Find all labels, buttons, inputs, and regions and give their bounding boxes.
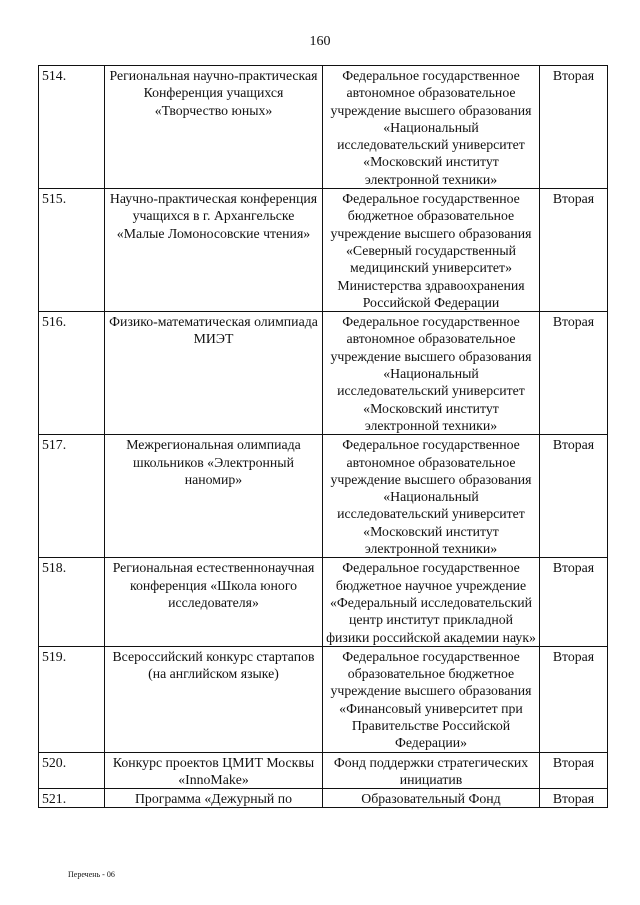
organizer-name: Федеральное государственное автономное образовательное учреждение высшего образования «Национальный исследовательский университет «Московский институт электронной техники» [323,312,540,435]
organizer-name: Федеральное государственное бюджетное научное учреждение «Федеральный исследовательский центр институт прикладной физики российской академии наук» [323,558,540,646]
event-level: Вторая [540,646,608,752]
organizer-name: Федеральное государственное образовательное бюджетное учреждение высшего образования «Финансовый университет при Правительстве Российской Федерации» [323,646,540,752]
event-name: Научно-практическая конференция учащихся в г. Архангельске «Малые Ломоносовские чтения» [105,189,323,312]
row-number: 521. [39,789,105,808]
event-name: Межрегиональная олимпиада школьников «Электронный наномир» [105,435,323,558]
table-row [39,789,608,808]
table-row [39,189,608,312]
event-level: Вторая [540,189,608,312]
event-level: Вторая [540,66,608,189]
olympiad-list-table [38,65,608,808]
row-number: 517. [39,435,105,558]
table-row [39,646,608,752]
event-level: Вторая [540,435,608,558]
table-row [39,558,608,646]
event-name: Программа «Дежурный по [105,789,323,808]
row-number: 514. [39,66,105,189]
table-row [39,752,608,789]
table-row [39,312,608,435]
table-row [39,435,608,558]
event-level: Вторая [540,789,608,808]
event-name: Всероссийский конкурс стартапов (на английском языке) [105,646,323,752]
event-name: Физико-математическая олимпиада МИЭТ [105,312,323,435]
table-row [39,66,608,189]
row-number: 518. [39,558,105,646]
event-name: Региональная естественнонаучная конференция «Школа юного исследователя» [105,558,323,646]
organizer-name: Федеральное государственное бюджетное образовательное учреждение высшего образования «Северный государственный медицинский университет» Министерства здравоохранения Российской Федерации [323,189,540,312]
event-name: Региональная научно-практическая Конференция учащихся «Творчество юных» [105,66,323,189]
document-footer: Перечень - 06 [68,870,115,879]
row-number: 520. [39,752,105,789]
event-level: Вторая [540,312,608,435]
organizer-name: Образовательный Фонд [323,789,540,808]
event-name: Конкурс проектов ЦМИТ Москвы «InnoMake» [105,752,323,789]
row-number: 519. [39,646,105,752]
event-level: Вторая [540,558,608,646]
organizer-name: Фонд поддержки стратегических инициатив [323,752,540,789]
organizer-name: Федеральное государственное автономное образовательное учреждение высшего образования «Национальный исследовательский университет «Московский институт электронной техники» [323,66,540,189]
row-number: 516. [39,312,105,435]
page-number: 160 [309,34,331,49]
organizer-name: Федеральное государственное автономное образовательное учреждение высшего образования «Национальный исследовательский университет «Московский институт электронной техники» [323,435,540,558]
row-number: 515. [39,189,105,312]
event-level: Вторая [540,752,608,789]
